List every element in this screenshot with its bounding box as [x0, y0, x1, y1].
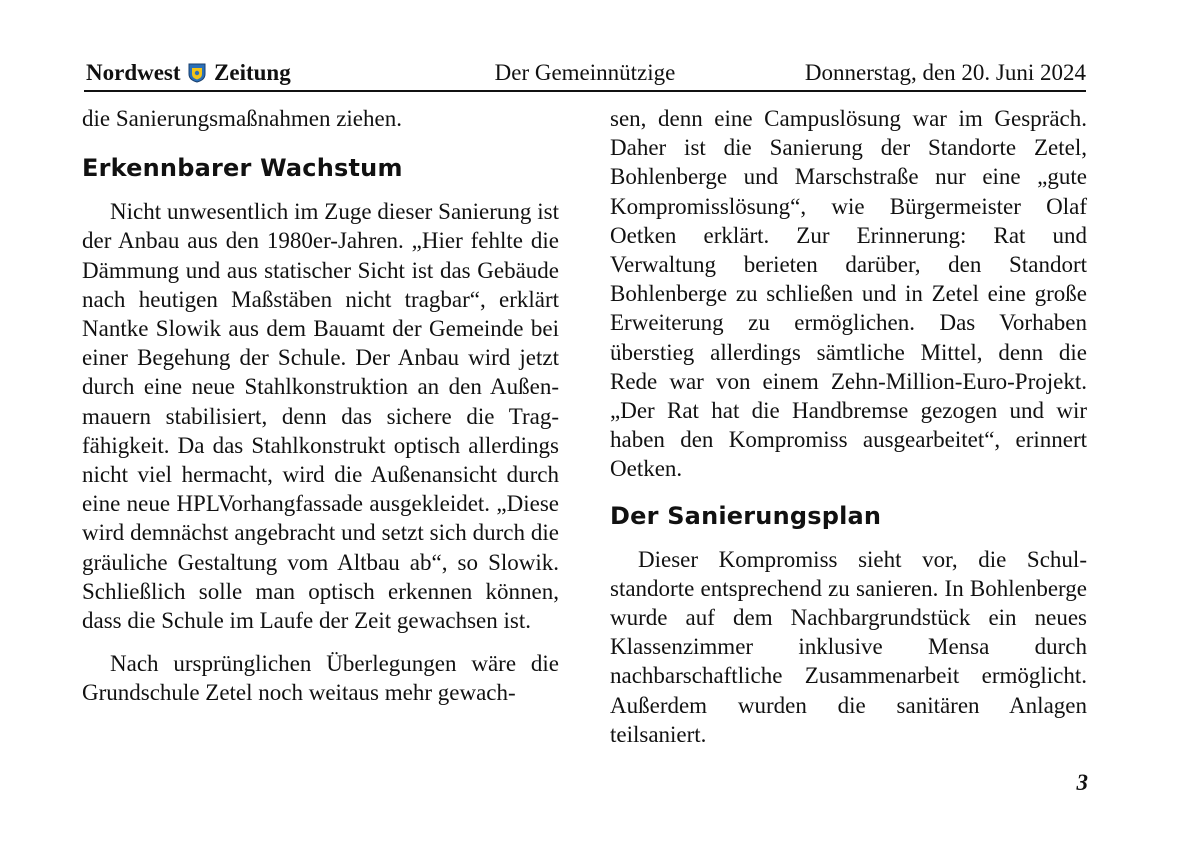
article-column-right: [610, 104, 1087, 749]
newspaper-masthead: [86, 60, 291, 86]
paragraph: sen, denn eine Campuslösung war im Gespräch. Daher ist die Sanierung der Standorte Zetel, Bohlenberge und Marschstraße nur eine „gute Kompromisslösung“, wie Bürgermeister Olaf Oetken erklärt. Zur Erinnerung: Rat und Verwaltung berieten darüber, den Standort Bohlenberge zu schließen und in Zetel eine große Erweiterung zu ermöglichen. Das Vorhaben überstieg allerdings sämtliche Mittel, denn die Rede war von einem Zehn-Million-Euro-Projekt. „Der Rat hat die Handbremse gezogen und wir haben den Kompromiss ausgearbeitet“, erinnert Oetken.: [610, 106, 1087, 482]
issue-date: Donnerstag, den 20. Juni 2024: [804, 60, 1086, 85]
page-header: [84, 58, 1086, 92]
paragraph: die Sanierungsmaßnahmen ziehen.: [82, 106, 402, 131]
subheading: Erkennbarer Wachstum: [82, 154, 403, 183]
subheading: Der Sanierungsplan: [610, 501, 882, 530]
paragraph: Nicht unwesentlich im Zuge dieser Sanierung ist der Anbau aus den 1980er-Jahren. „Hier fehlte die Dämmung und aus statischer Sicht ist das Gebäude nach heutigen Maßstäben nicht tragbar“, erklärt Nantke Slowik aus dem Bauamt der Gemeinde bei einer Begehung der Schule. Der Anbau wird jetzt durch eine neue Stahlkonstruktion an den Außenmauern stabilisiert, denn das sichere die Tragfähigkeit. Da das Stahlkonstrukt optisch allerdings nicht viel hermacht, wird die Außenansicht durch eine neue HPLVorhangfassade ausgekleidet. „Diese wird demnächst angebracht und setzt sich durch die gräuliche Gestaltung vom Altbau ab“, so Slowik. Schließlich solle man optisch erkennen können, dass die Schule im Laufe der Zeit gewachsen ist.: [82, 199, 559, 634]
paragraph: Nach ursprünglichen Überlegungen wäre die Grundschule Zetel noch weitaus mehr gewach-: [82, 651, 559, 706]
masthead-left: Nordwest: [86, 60, 181, 85]
paragraph: Dieser Kompromiss sieht vor, die Schulstandorte entsprechend zu sanieren. In Bohlenberge wurde auf dem Nachbargrundstück ein neues Klassenzimmer inklusive Mensa durch nachbarschaftliche Zusammenarbeit ermöglicht. Außerdem wurden die sanitären Anlagen teilsaniert.: [610, 546, 1087, 747]
article-column-left: [82, 104, 559, 708]
page-number: 3: [1076, 770, 1088, 795]
section-title: Der Gemeinnützige: [494, 60, 676, 85]
masthead-right: Zeitung: [214, 60, 291, 85]
coat-of-arms-icon: [188, 63, 206, 83]
